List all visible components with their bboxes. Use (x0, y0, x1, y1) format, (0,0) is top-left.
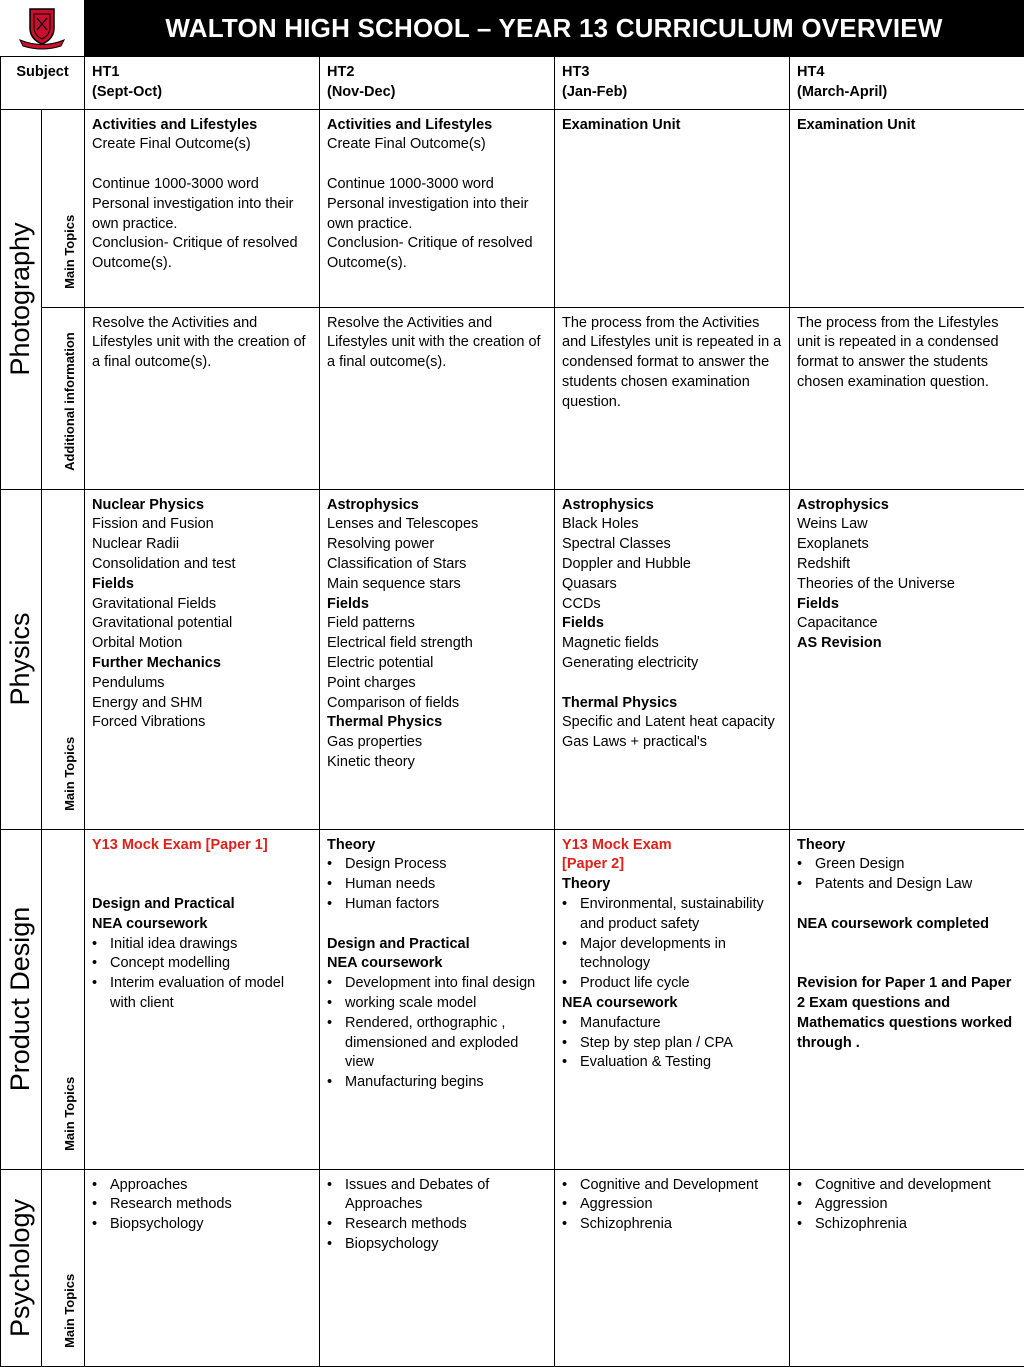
list-item: • Human factors (345, 895, 547, 915)
list-item: • working scale model (345, 994, 547, 1014)
photography-additional-ht2: Resolve the Activities and Lifestyles unit with the creation of a final outcome(s). (320, 307, 555, 489)
list-item: • Green Design (815, 855, 1017, 875)
list-item: • Aggression (580, 1195, 782, 1215)
list-item: • Schizophrenia (580, 1215, 782, 1235)
school-crest-logo (0, 0, 84, 56)
list-item: • Human needs (345, 875, 547, 895)
photography-main-ht2: Activities and Lifestyles Create Final Outcome(s) Continue 1000-3000 word Personal investigation into their own practice. Conclusion- Critique of resolved Outcome(s). (320, 109, 555, 307)
photography-main-ht1: Activities and Lifestyles Create Final Outcome(s) Continue 1000-3000 word Personal investigation into their own practice. Conclusion- Critique of resolved Outcome(s). (85, 109, 320, 307)
list-item: • Schizophrenia (815, 1215, 1017, 1235)
physics-row (1, 489, 1024, 829)
row-label-main-topics: Main Topics (42, 489, 85, 829)
psychology-ht4 (790, 1169, 1024, 1366)
list-item: • Rendered, orthographic , dimensioned and exploded view (345, 1014, 547, 1073)
product-design-ht2: Theory • Design Process • Human needs • Human factors Design and Practical NEA coursework • Development into final design • working scale model • Rendered, orthographic , dimensioned and exploded view • Manufacturing begins (320, 829, 555, 1169)
list-item: • Research methods (110, 1195, 312, 1215)
list-item: • Research methods (345, 1215, 547, 1235)
term-header-ht3: HT3 (Jan-Feb) (555, 57, 790, 110)
list-item: • Cognitive and development (815, 1176, 1017, 1196)
list-item: • Patents and Design Law (815, 875, 1017, 895)
photography-main-row (1, 109, 1024, 307)
physics-ht4: Astrophysics Weins Law Exoplanets Redshift Theories of the Universe Fields Capacitance AS Revision (790, 489, 1024, 829)
photography-additional-ht4: The process from the Lifestyles unit is repeated in a condensed format to answer the students chosen examination question. (790, 307, 1024, 489)
row-label-additional-information: Additional information (42, 307, 85, 489)
curriculum-table (0, 56, 1024, 1367)
list-item: • Manufacturing begins (345, 1073, 547, 1093)
photography-additional-ht3: The process from the Activities and Lifestyles unit is repeated in a condensed format to answer the students chosen examination question. (555, 307, 790, 489)
product-design-ht1: Y13 Mock Exam [Paper 1] Design and Practical NEA coursework • Initial idea drawings • Concept modelling • Interim evaluation of model with client (85, 829, 320, 1169)
list-item: • Interim evaluation of model with client (110, 974, 312, 1014)
page-title: WALTON HIGH SCHOOL – YEAR 13 CURRICULUM OVERVIEW (84, 0, 1024, 56)
list-item: • Concept modelling (110, 954, 312, 974)
list-item: • Step by step plan / CPA (580, 1034, 782, 1054)
term-header-ht2: HT2 (Nov-Dec) (320, 57, 555, 110)
product-design-ht4: Theory • Green Design • Patents and Design Law NEA coursework completed Revision for Paper 1 and Paper 2 Exam questions and Mathematics questions worked through . (790, 829, 1024, 1169)
photography-main-ht4: Examination Unit (790, 109, 1024, 307)
term-header-ht1: HT1 (Sept-Oct) (85, 57, 320, 110)
term-header-ht4: HT4 (March-April) (790, 57, 1024, 110)
list-item: • Environmental, sustainability and product safety (580, 895, 782, 935)
list-item: • Development into final design (345, 974, 547, 994)
physics-ht1: Nuclear Physics Fission and Fusion Nuclear Radii Consolidation and test Fields Gravitational Fields Gravitational potential Orbital Motion Further Mechanics Pendulums Energy and SHM Forced Vibrations (85, 489, 320, 829)
row-label-main-topics: Main Topics (42, 109, 85, 307)
list-item: • Cognitive and Development (580, 1176, 782, 1196)
product-design-ht3: Y13 Mock Exam [Paper 2] Theory • Environmental, sustainability and product safety • Major developments in technology • Product life cycle NEA coursework • Manufacture • Step by step plan / CPA • Evaluation & Testing (555, 829, 790, 1169)
physics-ht3: Astrophysics Black Holes Spectral Classes Doppler and Hubble Quasars CCDs Fields Magnetic fields Generating electricity Thermal Physics Specific and Latent heat capacity Gas Laws + practical's (555, 489, 790, 829)
subject-label-psychology: Psychology (1, 1169, 42, 1366)
product-design-row (1, 829, 1024, 1169)
list-item: • Evaluation & Testing (580, 1053, 782, 1073)
list-item: • Approaches (110, 1176, 312, 1196)
photography-additional-ht1: Resolve the Activities and Lifestyles unit with the creation of a final outcome(s). (85, 307, 320, 489)
psychology-ht2 (320, 1169, 555, 1366)
row-label-main-topics: Main Topics (42, 829, 85, 1169)
list-item: • Major developments in technology (580, 935, 782, 975)
list-item: • Initial idea drawings (110, 935, 312, 955)
subject-label-physics: Physics (1, 489, 42, 829)
row-label-main-topics: Main Topics (42, 1169, 85, 1366)
list-item: • Biopsychology (110, 1215, 312, 1235)
photography-main-ht3: Examination Unit (555, 109, 790, 307)
list-item: • Product life cycle (580, 974, 782, 994)
subject-header: Subject (1, 57, 85, 110)
list-item: • Design Process (345, 855, 547, 875)
list-item: • Aggression (815, 1195, 1017, 1215)
school-crest-icon (17, 6, 67, 50)
subject-label-photography: Photography (1, 109, 42, 489)
list-item: • Issues and Debates of Approaches (345, 1176, 547, 1216)
physics-ht2: Astrophysics Lenses and Telescopes Resolving power Classification of Stars Main sequence stars Fields Field patterns Electrical field strength Electric potential Point charges Comparison of fields Thermal Physics Gas properties Kinetic theory (320, 489, 555, 829)
header-row (1, 57, 1024, 110)
list-item: • Manufacture (580, 1014, 782, 1034)
list-item: • Biopsychology (345, 1235, 547, 1255)
psychology-row (1, 1169, 1024, 1366)
photography-additional-row (1, 307, 1024, 489)
subject-label-product-design: Product Design (1, 829, 42, 1169)
psychology-ht3 (555, 1169, 790, 1366)
psychology-ht1 (85, 1169, 320, 1366)
